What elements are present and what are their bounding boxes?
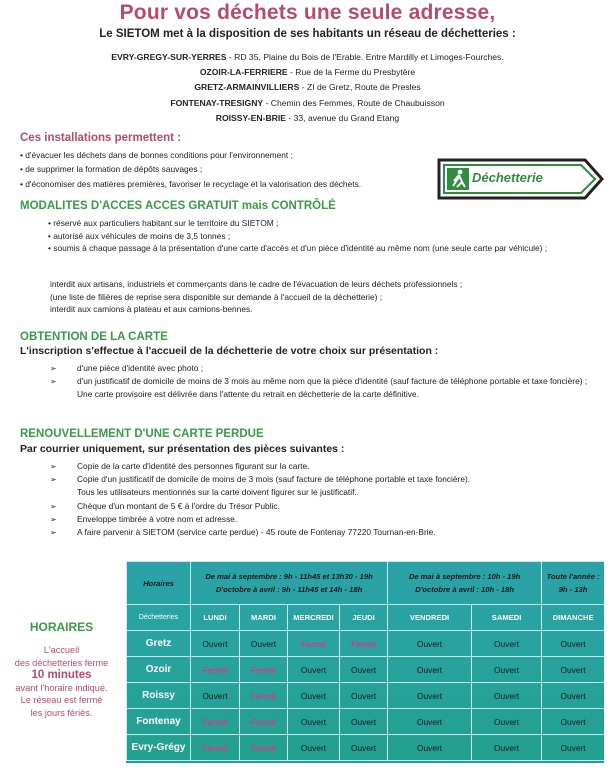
address-line: GRETZ-ARMAINVILLIERS - ZI de Gretz, Route de Presles xyxy=(194,82,421,93)
obtention-subtitle: L'inscription s'effectue à l'accueil de la déchetterie de votre choix sur présentation : xyxy=(20,345,439,357)
schedule-cell: Ouvert xyxy=(288,735,340,761)
table-row xyxy=(127,735,605,761)
address-line: ROISSY-EN-BRIE - 33, avenue du Grand Etang xyxy=(215,112,400,123)
schedule-cell: Ouvert xyxy=(288,657,340,683)
schedule-cell: Fermé xyxy=(240,735,288,761)
arrow-bullet-icon: ➢ xyxy=(50,475,57,485)
city-cell: Fontenay xyxy=(127,709,191,735)
schedule-cell: Ouvert xyxy=(542,631,605,657)
schedule-cell: Fermé xyxy=(191,657,240,683)
list-item: Copie d'un justificatif de domicile de moins de 3 mois (sauf facture de téléphone portable et taxe foncière). xyxy=(77,474,471,485)
list-item: d'un justificatif de domicile de moins de 3 mois au même nom que la pièce d'identité (sauf facture de téléphone portable et taxe foncière) ; xyxy=(77,376,588,387)
arrow-bullet-icon: ➢ xyxy=(50,462,57,471)
installations-title: Ces installations permettent : xyxy=(20,132,182,144)
horaires-note: HORAIRES L'accueil des déchetteries ferme 10 minutes avant l'horaire indiqué. Le réseau est fermé les jours fériés. xyxy=(0,620,123,719)
schedule-cell: Ouvert xyxy=(388,683,472,709)
schedule-cell: Ouvert xyxy=(288,709,340,735)
schedule-cell: Ouvert xyxy=(542,735,605,761)
schedule-cell: Fermé xyxy=(191,735,240,761)
arrow-bullet-icon: ➢ xyxy=(50,377,57,387)
list-item: Enveloppe timbrée à votre nom et adresse. xyxy=(77,513,238,524)
city-cell: Roissy xyxy=(127,683,191,709)
renouvellement-title: RENOUVELLEMENT D'UNE CARTE PERDUE xyxy=(20,428,264,440)
list-item: • autorisé aux véhicules de moins de 3,5 tonnes ; xyxy=(48,230,231,241)
list-item: interdit aux artisans, industriels et commerçants dans le cadre de l'évacuation de leurs déchets professionnels ; xyxy=(50,279,463,289)
list-item: • de supprimer la formation de dépôts sauvages ; xyxy=(20,164,203,175)
renouvellement-list xyxy=(50,460,590,539)
period-weekend-header: De mai à septembre : 10h - 19h D'octobre à avril : 10h - 18h xyxy=(388,562,542,605)
schedule-cell: Fermé xyxy=(191,709,240,735)
table-row xyxy=(127,709,605,735)
arrow-bullet-icon: ➢ xyxy=(50,514,57,524)
obtention-list xyxy=(50,362,590,402)
table-row xyxy=(127,631,605,657)
list-note: Une carte provisoire est délivrée dans l'attente du retrait en déchetterie de la carte définitive. xyxy=(77,389,419,400)
modalites-notes xyxy=(50,278,580,316)
day-header: SAMEDI xyxy=(472,605,542,631)
address-line: EVRY-GREGY-SUR-YERRES - RD 35, Plaine du Bois de l'Erable. Entre Mardilly et Limoges-Fourches. xyxy=(111,52,504,62)
address-line: OZOIR-LA-FERRIERE - Rue de la Ferme du Presbytère xyxy=(199,67,416,78)
schedule-cell: Ouvert xyxy=(288,683,340,709)
arrow-bullet-icon: ➢ xyxy=(50,528,57,538)
schedule-cell: Ouvert xyxy=(472,631,542,657)
day-header: MERCREDI xyxy=(288,605,340,631)
list-item: • d'évacuer les déchets dans de bonnes conditions pour l'environnement ; xyxy=(20,150,293,160)
schedule-cell: Ouvert xyxy=(191,631,240,657)
horaires-title: HORAIRES xyxy=(29,620,94,634)
city-cell: Ozoir xyxy=(127,657,191,683)
schedule-cell: Ouvert xyxy=(542,683,605,709)
table-row xyxy=(127,657,605,683)
schedule-cell: Ouvert xyxy=(388,657,472,683)
renouvellement-subtitle: Par courrier uniquement, sur présentation des pièces suivantes : xyxy=(20,443,345,455)
page-subtitle: Le SIETOM met à la disposition de ses habitants un réseau de déchetteries : xyxy=(99,28,516,40)
period-weekday-header: De mai à septembre : 9h - 11h45 et 13h30 - 19h D'octobre à avril : 9h - 11h45 et 14h - 18h xyxy=(191,562,388,605)
list-item: A faire parvenir à SIETOM (service carte perdue) - 45 route de Fontenay 77220 Tournan-en-Brie. xyxy=(77,527,436,538)
table-row xyxy=(127,683,605,709)
list-item: • réservé aux particuliers habitant sur le territoire du SIETOM ; xyxy=(48,218,279,228)
arrow-bullet-icon: ➢ xyxy=(50,501,57,511)
table-corner: Horaires xyxy=(127,562,191,605)
schedule-cell: Ouvert xyxy=(472,683,542,709)
schedule-table xyxy=(126,561,604,763)
schedule-cell: Ouvert xyxy=(388,709,472,735)
day-header: MARDI xyxy=(240,605,288,631)
schedule-cell: Ouvert xyxy=(240,631,288,657)
schedule-cell: Ouvert xyxy=(472,735,542,761)
schedule-cell: Fermé xyxy=(340,631,388,657)
schedule-cell: Ouvert xyxy=(388,735,472,761)
schedule-cell: Ouvert xyxy=(388,631,472,657)
list-item: Chèque d'un montant de 5 € à l'ordre du Trésor Public. xyxy=(77,500,280,511)
address-line: FONTENAY-TRESIGNY - Chemin des Femmes, Route de Chaubuisson xyxy=(170,97,445,108)
schedule-cell: Fermé xyxy=(240,709,288,735)
list-item: • soumis à chaque passage à la présentation d'une carte d'accès et d'un pièce d'identité au même nom (une seule carte par véhicule) ; xyxy=(48,243,548,254)
schedule-cell: Ouvert xyxy=(542,657,605,683)
list-item: Copie de la carte d'identité des personnes figurant sur la carte. xyxy=(77,461,310,471)
schedule-cell: Ouvert xyxy=(472,657,542,683)
schedule-cell: Ouvert xyxy=(340,735,388,761)
list-item: d'une pièce d'identité avec photo ; xyxy=(77,363,204,373)
day-header: VENDREDI xyxy=(388,605,472,631)
schedule-cell: Ouvert xyxy=(191,683,240,709)
obtention-title: OBTENTION DE LA CARTE xyxy=(20,331,168,343)
schedule-cell: Ouvert xyxy=(340,709,388,735)
list-item: • d'économiser des matières premières, favoriser le recyclage et la valorisation des déchets. xyxy=(20,178,362,189)
city-cell: Evry-Grégy xyxy=(127,735,191,761)
dechetteries-label: Déchetteries xyxy=(127,605,191,631)
list-item: interdit aux camions à plateau et aux camions-bennes. xyxy=(50,304,253,315)
schedule-cell: Fermé xyxy=(240,657,288,683)
schedule-cell: Ouvert xyxy=(340,657,388,683)
schedule-cell: Ouvert xyxy=(472,709,542,735)
schedule-cell: Fermé xyxy=(288,631,340,657)
schedule-cell: Fermé xyxy=(240,683,288,709)
list-note: Tous les utilisateurs mentionnés sur la carte doivent figurer sur le justificatif. xyxy=(77,487,357,498)
day-header: DIMANCHE xyxy=(542,605,605,631)
modalites-title: MODALITES D'ACCES ACCES GRATUIT mais CONTRÔLÉ xyxy=(20,200,336,212)
arrow-bullet-icon: ➢ xyxy=(50,364,57,373)
modalites-list xyxy=(48,217,578,255)
address-list xyxy=(0,50,615,126)
day-header: LUNDI xyxy=(191,605,240,631)
city-cell: Gretz xyxy=(127,631,191,657)
installations-list xyxy=(20,148,361,191)
list-item: (une liste de filières de reprise sera disponible sur demande à l'accueil de la déchetterie) ; xyxy=(50,291,383,302)
day-header: JEUDI xyxy=(340,605,388,631)
sign-label: Déchetterie xyxy=(472,170,543,185)
schedule-cell: Ouvert xyxy=(542,709,605,735)
period-sunday-header: Toute l'année : 9h - 13h xyxy=(542,562,605,605)
page-title: Pour vos déchets une seule adresse, xyxy=(119,1,496,24)
schedule-cell: Ouvert xyxy=(340,683,388,709)
